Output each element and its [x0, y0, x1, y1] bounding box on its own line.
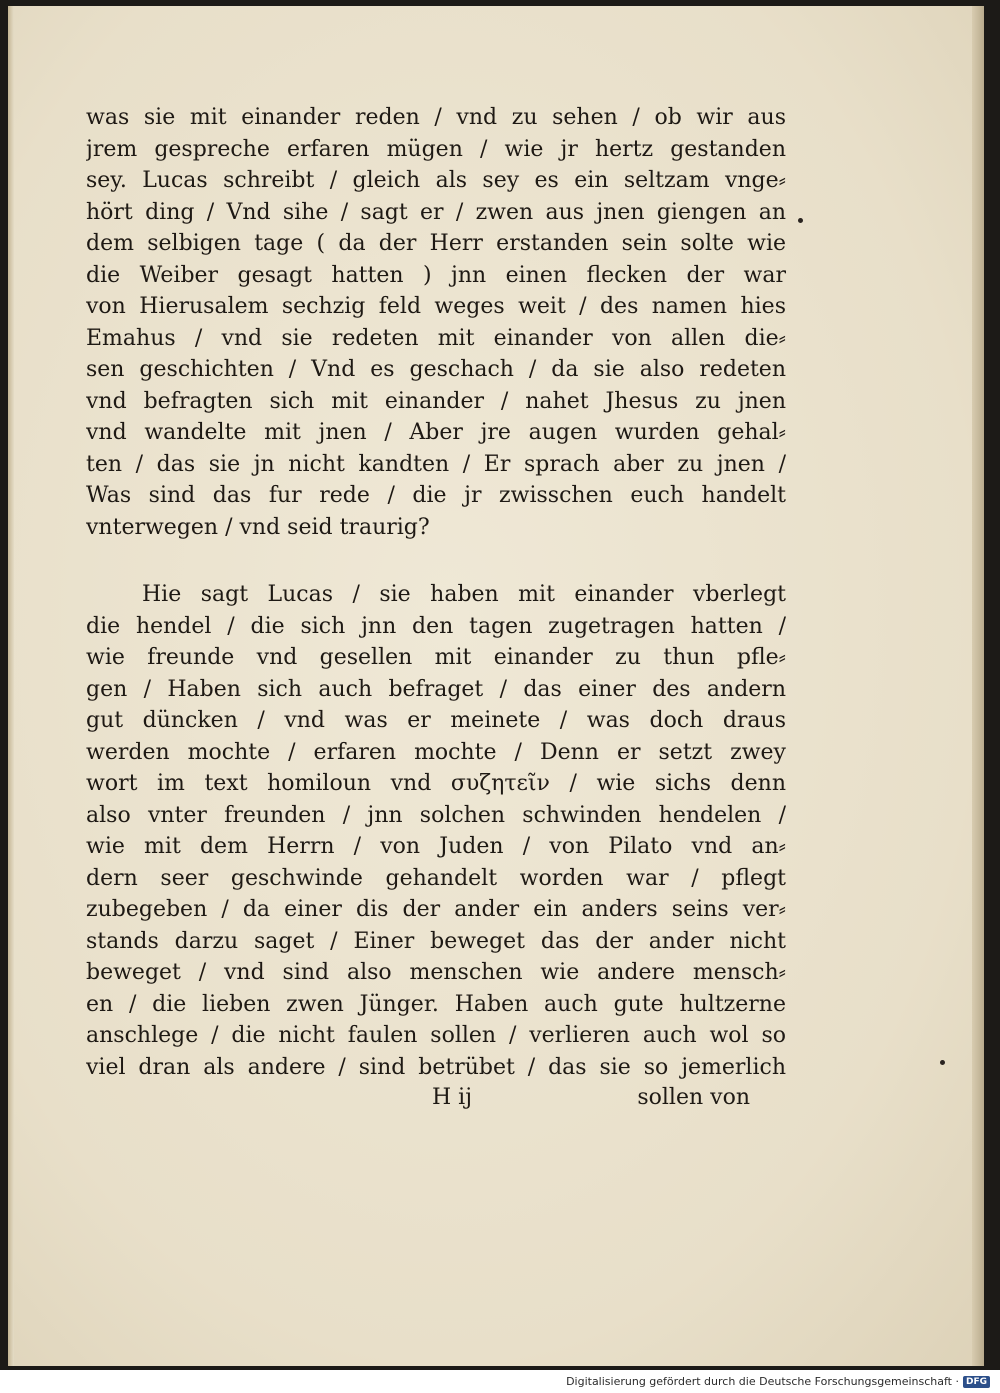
signature-mark: H ij [432, 1085, 473, 1110]
text-line: Hie sagt Lucas / sie haben mit einander vberlegt [142, 582, 786, 607]
text-line: viel dran als andere / sind betrübet / das sie so jemerlich [86, 1054, 786, 1080]
text-line: wie mit dem Herrn / von Juden / von Pilato vnd an⸗ [86, 834, 786, 859]
text-line: vnd befragten sich mit einander / nahet Jhesus zu jnen [86, 388, 786, 414]
text-line: en / die lieben zwen Jünger. Haben auch gute hultzerne [86, 991, 786, 1017]
text-line: Emahus / vnd sie redeten mit einander von allen die⸗ [86, 325, 786, 351]
book-page [8, 6, 984, 1366]
margin-dot [798, 218, 803, 223]
text-line: sey. Lucas schreibt / gleich als sey es ein seltzam vnge⸗ [86, 168, 786, 193]
text-line: stands darzu saget / Einer beweget das der ander nicht [86, 928, 786, 954]
text-line: vnterwegen / vnd seid traurig? [86, 514, 430, 540]
text-line: dem selbigen tage ( da der Herr erstanden sein solte wie [86, 231, 786, 256]
page-footer [86, 1085, 786, 1117]
text-line: wort im text homiloun vnd συζητεῖν / wie sichs denn [86, 771, 786, 796]
text-line: die hendel / die sich jnn den tagen zugetragen hatten / [86, 613, 786, 639]
text-line: Was sind das fur rede / die jr zwisschen euch handelt [86, 483, 786, 508]
text-line: was sie mit einander reden / vnd zu sehen / ob wir aus [86, 105, 786, 130]
text-line: gen / Haben sich auch befraget / das einer des andern [86, 676, 786, 702]
text-line: von Hierusalem sechzig feld weges weit / des namen hies [86, 294, 786, 319]
page-edge [972, 6, 984, 1366]
text-line: sen geschichten / Vnd es geschach / da sie also redeten [86, 357, 786, 382]
text-line: also vnter freunden / jnn solchen schwinden hendelen / [86, 802, 786, 828]
text-line: zubegeben / da einer dis der ander ein anders seins ver⸗ [86, 897, 786, 922]
paragraph-1 [86, 102, 786, 543]
margin-dot [940, 1060, 945, 1065]
text-line: jrem gesprechе erfaren mügen / wie jr hertz gestanden [86, 136, 786, 162]
text-line: werden mochte / erfaren mochte / Denn er setzt zwey [86, 739, 786, 765]
catchword: sollen von [637, 1085, 750, 1110]
credit-text: Digitalisierung gefördert durch die Deutsche Forschungsgemeinschaft · [566, 1375, 959, 1388]
text-block [86, 102, 786, 1083]
text-line: hört ding / Vnd sihe / sagt er / zwen aus jnen giengen an [86, 199, 786, 225]
text-line: die Weiber gesagt hatten ) jnn einen flecken der war [86, 262, 786, 288]
text-line: gut düncken / vnd was er meinete / was doch draus [86, 708, 786, 733]
text-line: ten / das sie jn nicht kandten / Er sprach aber zu jnen / [86, 451, 786, 477]
paragraph-2 [86, 579, 786, 1083]
digitization-credit [566, 1375, 990, 1388]
text-line: wie freunde vnd gesellen mit einander zu thun pfle⸗ [86, 645, 786, 670]
text-line: vnd wandelte mit jnen / Aber jre augen wurden gehal⸗ [86, 420, 786, 445]
text-line: dern seer geschwinde gehandelt worden war / pflegt [86, 865, 786, 891]
dfg-logo: DFG [963, 1376, 990, 1388]
text-line: anschlege / die nicht faulen sollen / verlieren auch wol so [86, 1023, 786, 1048]
binding-edge [8, 6, 14, 1366]
text-line: beweget / vnd sind also menschen wie andere mensch⸗ [86, 960, 786, 985]
